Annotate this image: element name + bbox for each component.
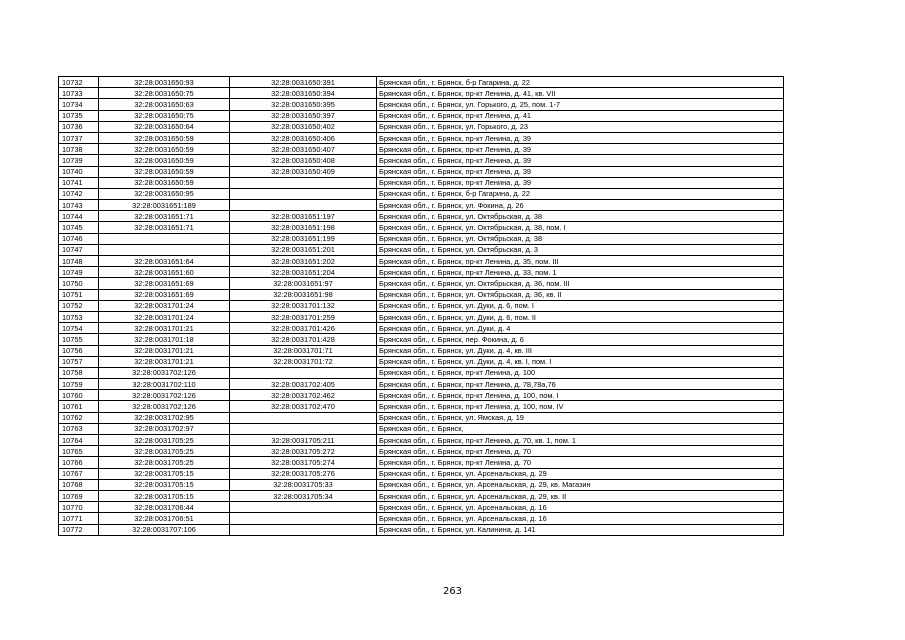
address-cell: Брянская обл., г. Брянск, (377, 423, 784, 434)
cadastral-number-cell: 32:28:0031651:189 (99, 200, 230, 211)
address-cell: Брянская обл., г. Брянск, пр-кт Ленина, д. 39 (377, 166, 784, 177)
address-cell: Брянская обл., г. Брянск, ул. Арсенальская, д. 16 (377, 502, 784, 513)
row-number-cell: 10767 (59, 468, 99, 479)
address-cell: Брянская обл., г. Брянск, пр-кт Ленина, д. 100, пом. IV (377, 401, 784, 412)
row-number-cell: 10751 (59, 289, 99, 300)
address-cell: Брянская обл., г. Брянск, ул. Октябрьская, д. 3 (377, 244, 784, 255)
cadastral-number-cell: 32:28:0031701:24 (99, 311, 230, 322)
cadastral-number-cell: 32:28:0031650:59 (99, 177, 230, 188)
row-number-cell: 10739 (59, 155, 99, 166)
object-cadastral-number-cell (230, 423, 377, 434)
table-row (59, 233, 784, 244)
cadastral-number-cell: 32:28:0031651:60 (99, 267, 230, 278)
object-cadastral-number-cell (230, 200, 377, 211)
address-cell: Брянская обл., г. Брянск, пр-кт Ленина, д. 39 (377, 144, 784, 155)
cadastral-number-cell: 32:28:0031650:75 (99, 88, 230, 99)
object-cadastral-number-cell: 32:28:0031705:211 (230, 435, 377, 446)
object-cadastral-number-cell: 32:28:0031650:397 (230, 110, 377, 121)
address-cell: Брянская обл., г. Брянск, ул. Дуки, д. 6, пом. II (377, 311, 784, 322)
table-row (59, 289, 784, 300)
row-number-cell: 10764 (59, 435, 99, 446)
row-number-cell: 10749 (59, 267, 99, 278)
address-cell: Брянская обл., г. Брянск, ул. Дуки, д. 6, пом. I (377, 300, 784, 311)
table-row (59, 490, 784, 501)
object-cadastral-number-cell (230, 502, 377, 513)
row-number-cell: 10747 (59, 244, 99, 255)
table-row (59, 132, 784, 143)
table-row (59, 88, 784, 99)
table-row (59, 457, 784, 468)
address-cell: Брянская обл., г. Брянск, пр-кт Ленина, д. 78,78а,76 (377, 379, 784, 390)
table-row (59, 367, 784, 378)
row-number-cell: 10768 (59, 479, 99, 490)
row-number-cell: 10760 (59, 390, 99, 401)
cadastral-number-cell: 32:28:0031707:106 (99, 524, 230, 535)
address-cell: Брянская обл., г. Брянск, б-р Гагарина, д. 22 (377, 188, 784, 199)
cadastral-number-cell: 32:28:0031702:126 (99, 390, 230, 401)
address-cell: Брянская обл., г. Брянск, пр-кт Ленина, д. 70 (377, 457, 784, 468)
cadastral-number-cell: 32:28:0031651:71 (99, 222, 230, 233)
table-row (59, 300, 784, 311)
cadastral-number-cell: 32:28:0031702:110 (99, 379, 230, 390)
object-cadastral-number-cell: 32:28:0031701:259 (230, 311, 377, 322)
table-row (59, 323, 784, 334)
registry-table-body (59, 77, 784, 536)
object-cadastral-number-cell: 32:28:0031650:408 (230, 155, 377, 166)
cadastral-number-cell: 32:28:0031650:59 (99, 166, 230, 177)
cadastral-number-cell: 32:28:0031650:59 (99, 132, 230, 143)
row-number-cell: 10736 (59, 121, 99, 132)
cadastral-number-cell: 32:28:0031705:15 (99, 479, 230, 490)
table-row (59, 423, 784, 434)
row-number-cell: 10753 (59, 311, 99, 322)
table-row (59, 412, 784, 423)
table-row (59, 502, 784, 513)
row-number-cell: 10770 (59, 502, 99, 513)
address-cell: Брянская обл., г. Брянск, пр-кт Ленина, д. 39 (377, 177, 784, 188)
object-cadastral-number-cell (230, 513, 377, 524)
address-cell: Брянская обл., г. Брянск, ул. Ямская, д. 19 (377, 412, 784, 423)
table-row (59, 99, 784, 110)
cadastral-number-cell: 32:28:0031705:25 (99, 435, 230, 446)
address-cell: Брянская обл., г. Брянск, ул. Горького, д. 25, пом. 1-7 (377, 99, 784, 110)
object-cadastral-number-cell: 32:28:0031650:407 (230, 144, 377, 155)
cadastral-number-cell: 32:28:0031702:97 (99, 423, 230, 434)
cadastral-number-cell: 32:28:0031701:21 (99, 345, 230, 356)
row-number-cell: 10743 (59, 200, 99, 211)
object-cadastral-number-cell: 32:28:0031650:402 (230, 121, 377, 132)
cadastral-number-cell: 32:28:0031701:24 (99, 300, 230, 311)
address-cell: Брянская обл., г. Брянск, ул. Октябрьская, д. 36, пом. III (377, 278, 784, 289)
row-number-cell: 10735 (59, 110, 99, 121)
object-cadastral-number-cell: 32:28:0031701:132 (230, 300, 377, 311)
row-number-cell: 10745 (59, 222, 99, 233)
row-number-cell: 10746 (59, 233, 99, 244)
address-cell: Брянская обл., г. Брянск, ул. Фокина, д. 26 (377, 200, 784, 211)
table-row (59, 379, 784, 390)
cadastral-number-cell: 32:28:0031650:75 (99, 110, 230, 121)
cadastral-number-cell: 32:28:0031702:126 (99, 401, 230, 412)
address-cell: Брянская обл., г. Брянск, б-р Гагарина, д. 22 (377, 77, 784, 88)
cadastral-number-cell: 32:28:0031650:93 (99, 77, 230, 88)
cadastral-number-cell: 32:28:0031651:69 (99, 289, 230, 300)
table-row (59, 524, 784, 535)
page-number: 263 (442, 586, 463, 597)
cadastral-number-cell: 32:28:0031705:25 (99, 446, 230, 457)
cadastral-number-cell: 32:28:0031651:64 (99, 256, 230, 267)
table-row (59, 211, 784, 222)
row-number-cell: 10762 (59, 412, 99, 423)
cadastral-number-cell: 32:28:0031650:59 (99, 155, 230, 166)
table-row (59, 278, 784, 289)
cadastral-number-cell: 32:28:0031702:126 (99, 367, 230, 378)
table-row (59, 435, 784, 446)
row-number-cell: 10761 (59, 401, 99, 412)
cadastral-number-cell: 32:28:0031651:69 (99, 278, 230, 289)
cadastral-number-cell: 32:28:0031651:71 (99, 211, 230, 222)
row-number-cell: 10763 (59, 423, 99, 434)
address-cell: Брянская обл., г. Брянск, ул. Горького, д. 23 (377, 121, 784, 132)
object-cadastral-number-cell (230, 367, 377, 378)
table-row (59, 256, 784, 267)
row-number-cell: 10758 (59, 367, 99, 378)
cadastral-number-cell: 32:28:0031705:25 (99, 457, 230, 468)
table-row (59, 401, 784, 412)
cadastral-number-cell: 32:28:0031650:95 (99, 188, 230, 199)
table-row (59, 479, 784, 490)
table-row (59, 356, 784, 367)
object-cadastral-number-cell: 32:28:0031650:409 (230, 166, 377, 177)
row-number-cell: 10772 (59, 524, 99, 535)
row-number-cell: 10744 (59, 211, 99, 222)
object-cadastral-number-cell: 32:28:0031701:426 (230, 323, 377, 334)
row-number-cell: 10742 (59, 188, 99, 199)
object-cadastral-number-cell: 32:28:0031701:428 (230, 334, 377, 345)
address-cell: Брянская обл., г. Брянск, ул. Октябрьская, д. 38 (377, 233, 784, 244)
row-number-cell: 10734 (59, 99, 99, 110)
row-number-cell: 10754 (59, 323, 99, 334)
table-row (59, 155, 784, 166)
address-cell: Брянская обл., г. Брянск, пр-кт Ленина, д. 70 (377, 446, 784, 457)
table-row (59, 334, 784, 345)
cadastral-number-cell: 32:28:0031705:15 (99, 490, 230, 501)
row-number-cell: 10748 (59, 256, 99, 267)
table-row (59, 222, 784, 233)
cadastral-number-cell: 32:28:0031650:63 (99, 99, 230, 110)
address-cell: Брянская обл., г. Брянск, ул. Арсенальская, д. 29, кв. II (377, 490, 784, 501)
object-cadastral-number-cell: 32:28:0031651:199 (230, 233, 377, 244)
cadastral-number-cell: 32:28:0031706:51 (99, 513, 230, 524)
address-cell: Брянская обл., г. Брянск, ул. Октябрьская, д. 38, пом. I (377, 222, 784, 233)
row-number-cell: 10766 (59, 457, 99, 468)
address-cell: Брянская обл., г. Брянск, пр-кт Ленина, д. 100, пом. I (377, 390, 784, 401)
object-cadastral-number-cell (230, 524, 377, 535)
cadastral-number-cell: 32:28:0031650:64 (99, 121, 230, 132)
row-number-cell: 10755 (59, 334, 99, 345)
row-number-cell: 10750 (59, 278, 99, 289)
address-cell: Брянская обл., г. Брянск, пр-кт Ленина, д. 41, кв. VII (377, 88, 784, 99)
cadastral-number-cell: 32:28:0031701:18 (99, 334, 230, 345)
object-cadastral-number-cell: 32:28:0031702:470 (230, 401, 377, 412)
table-row (59, 244, 784, 255)
address-cell: Брянская обл., г. Брянск, пр-кт Ленина, д. 39 (377, 155, 784, 166)
row-number-cell: 10737 (59, 132, 99, 143)
address-cell: Брянская обл., г. Брянск, пр-кт Ленина, д. 35, пом. III (377, 256, 784, 267)
table-row (59, 166, 784, 177)
object-cadastral-number-cell: 32:28:0031651:198 (230, 222, 377, 233)
object-cadastral-number-cell: 32:28:0031651:202 (230, 256, 377, 267)
object-cadastral-number-cell (230, 177, 377, 188)
object-cadastral-number-cell: 32:28:0031705:34 (230, 490, 377, 501)
cadastral-number-cell: 32:28:0031702:95 (99, 412, 230, 423)
row-number-cell: 10740 (59, 166, 99, 177)
address-cell: Брянская обл., г. Брянск, ул. Арсенальская, д. 16 (377, 513, 784, 524)
object-cadastral-number-cell: 32:28:0031651:201 (230, 244, 377, 255)
table-row (59, 267, 784, 278)
row-number-cell: 10769 (59, 490, 99, 501)
object-cadastral-number-cell: 32:28:0031651:204 (230, 267, 377, 278)
address-cell: Брянская обл., г. Брянск, пр-кт Ленина, д. 39 (377, 132, 784, 143)
table-row (59, 311, 784, 322)
address-cell: Брянская обл., г. Брянск, пр-кт Ленина, д. 33, пом. 1 (377, 267, 784, 278)
object-cadastral-number-cell: 32:28:0031701:72 (230, 356, 377, 367)
address-cell: Брянская обл., г. Брянск, пер. Фокина, д. 6 (377, 334, 784, 345)
table-row (59, 77, 784, 88)
address-cell: Брянская обл., г. Брянск, ул. Дуки, д. 4, кв. III (377, 345, 784, 356)
address-cell: Брянская обл., г. Брянск, пр-кт Ленина, д. 100 (377, 367, 784, 378)
address-cell: Брянская обл., г. Брянск, ул. Калинина, д. 141 (377, 524, 784, 535)
object-cadastral-number-cell: 32:28:0031705:274 (230, 457, 377, 468)
object-cadastral-number-cell: 32:28:0031650:395 (230, 99, 377, 110)
table-row (59, 446, 784, 457)
object-cadastral-number-cell: 32:28:0031651:97 (230, 278, 377, 289)
row-number-cell: 10765 (59, 446, 99, 457)
table-row (59, 188, 784, 199)
address-cell: Брянская обл., г. Брянск, ул. Октябрьская, д. 38 (377, 211, 784, 222)
address-cell: Брянская обл., г. Брянск, ул. Арсенальская, д. 29, кв. Магазин (377, 479, 784, 490)
row-number-cell: 10741 (59, 177, 99, 188)
table-row (59, 177, 784, 188)
object-cadastral-number-cell: 32:28:0031701:71 (230, 345, 377, 356)
cadastral-number-cell: 32:28:0031650:59 (99, 144, 230, 155)
object-cadastral-number-cell: 32:28:0031705:33 (230, 479, 377, 490)
address-cell: Брянская обл., г. Брянск, ул. Арсенальская, д. 29 (377, 468, 784, 479)
table-row (59, 121, 784, 132)
table-row (59, 390, 784, 401)
address-cell: Брянская обл., г. Брянск, пр-кт Ленина, д. 70, кв. 1, пом. 1 (377, 435, 784, 446)
table-row (59, 200, 784, 211)
object-cadastral-number-cell: 32:28:0031705:272 (230, 446, 377, 457)
object-cadastral-number-cell: 32:28:0031650:406 (230, 132, 377, 143)
row-number-cell: 10738 (59, 144, 99, 155)
address-cell: Брянская обл., г. Брянск, ул. Дуки, д. 4, кв. I, пом. I (377, 356, 784, 367)
object-cadastral-number-cell (230, 412, 377, 423)
address-cell: Брянская обл., г. Брянск, ул. Дуки, д. 4 (377, 323, 784, 334)
row-number-cell: 10757 (59, 356, 99, 367)
object-cadastral-number-cell: 32:28:0031651:98 (230, 289, 377, 300)
cadastral-number-cell: 32:28:0031706:44 (99, 502, 230, 513)
table-row (59, 345, 784, 356)
table-row (59, 144, 784, 155)
cadastral-number-cell (99, 233, 230, 244)
object-cadastral-number-cell: 32:28:0031705:276 (230, 468, 377, 479)
row-number-cell: 10732 (59, 77, 99, 88)
address-cell: Брянская обл., г. Брянск, ул. Октябрьская, д. 36, кв. II (377, 289, 784, 300)
cadastral-number-cell: 32:28:0031701:21 (99, 323, 230, 334)
table-row (59, 468, 784, 479)
object-cadastral-number-cell: 32:28:0031650:391 (230, 77, 377, 88)
row-number-cell: 10752 (59, 300, 99, 311)
row-number-cell: 10756 (59, 345, 99, 356)
object-cadastral-number-cell: 32:28:0031702:405 (230, 379, 377, 390)
address-cell: Брянская обл., г. Брянск, пр-кт Ленина, д. 41 (377, 110, 784, 121)
row-number-cell: 10733 (59, 88, 99, 99)
cadastral-number-cell: 32:28:0031705:15 (99, 468, 230, 479)
table-row (59, 110, 784, 121)
object-cadastral-number-cell: 32:28:0031702:462 (230, 390, 377, 401)
row-number-cell: 10759 (59, 379, 99, 390)
cadastral-number-cell (99, 244, 230, 255)
row-number-cell: 10771 (59, 513, 99, 524)
cadastral-number-cell: 32:28:0031701:21 (99, 356, 230, 367)
registry-table (58, 76, 784, 536)
object-cadastral-number-cell (230, 188, 377, 199)
object-cadastral-number-cell: 32:28:0031650:394 (230, 88, 377, 99)
object-cadastral-number-cell: 32:28:0031651:197 (230, 211, 377, 222)
table-row (59, 513, 784, 524)
